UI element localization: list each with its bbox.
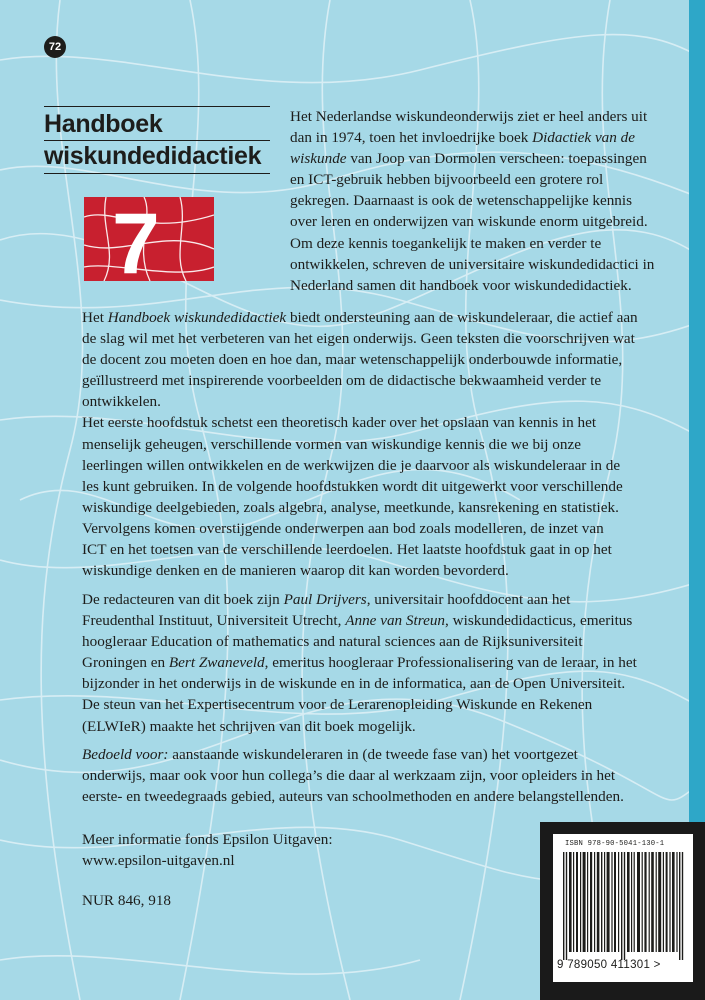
editors-line: hoogleraar Education of mathematics and natural sciences aan de Rijksuniversiteit: [82, 633, 583, 651]
title-middle-rule: [44, 140, 270, 141]
title-top-rule: [44, 106, 270, 107]
description-line: de slag wil met het verbeteren van het eigen onderwijs. Geen teksten die voorschrijven wat: [82, 330, 635, 348]
audience-line: onderwijs, maar ook voor hun collega’s die daar al werkzaam zijn, voor opleiders in het: [82, 767, 616, 785]
intro-line: wiskunde van Joop van Dormolen verscheen: toepassingen: [290, 150, 647, 168]
chapters-line: leerlingen willen ontwikkelen en de werkwijzen die je daarvoor als wiskundeleraar in de: [82, 456, 621, 474]
audience-paragraph: [82, 744, 682, 807]
intro-line: Nederland samen dit handboek voor wiskundedidactiek.: [290, 276, 632, 294]
editors-line: Freudenthal Instituut, Universiteit Utrecht, Anne van Streun, wiskundedidacticus, emeritus: [82, 612, 633, 630]
intro-line: dan in 1974, toen het invloedrijke boek Didactiek van de: [290, 129, 636, 147]
editors-line: Groningen en Bert Zwaneveld, emeritus hoogleraar Professionalisering van de leraar, in het: [82, 654, 637, 672]
chapters-line: wiskundige deelgebieden, zoals algebra, analyse, meetkunde, kansrekening en statistiek.: [82, 498, 619, 516]
chapters-line: wiskundige denken en de manieren waarop dit kan worden bevorderd.: [82, 562, 509, 580]
intro-line: en ICT-gebruik hebben bijvoorbeeld een grotere rol: [290, 171, 604, 189]
intro-line: gekregen. Daarnaast is ook de wetenschappelijke kennis: [290, 192, 633, 210]
editors-paragraph: [82, 589, 682, 737]
page-number: 72: [48, 41, 62, 53]
chapters-line: Vervolgens komen overstijgende onderwerpen aan bod zoals modelleren, de inzet van: [82, 519, 604, 537]
title-bottom-rule: [44, 173, 270, 174]
isbn-label: ISBN 978-90-5041-130-1: [565, 840, 665, 848]
intro-line: Om deze kennis toegankelijk te maken en verder te: [290, 234, 602, 252]
intro-paragraph: [290, 106, 682, 296]
description-line: Het Handboek wiskundedidactiek biedt ondersteuning aan de wiskundeleraar, die actief aan: [82, 309, 638, 326]
chapters-line: les kunt gebruiken. In de volgende hoofdstukken wordt dit uitgewerkt voor verschillende: [82, 477, 623, 495]
editors-line: (ELWIeR) maakte het schrijven van dit boek mogelijk.: [82, 717, 416, 735]
audience-line: Bedoeld voor: aanstaande wiskundeleraren in (de tweede fase van) het voortgezet: [82, 746, 578, 763]
editors-line: bijzonder in het onderwijs in de wiskunde en in de informatica, aan de Open Universiteit.: [82, 675, 626, 693]
more-info-label: Meer informatie fonds Epsilon Uitgaven:: [82, 831, 333, 848]
intro-line: Het Nederlandse wiskundeonderwijs ziet er heel anders uit: [290, 108, 648, 125]
book-title-line-1: Handboek: [44, 110, 163, 138]
nur-line: NUR 846, 918: [82, 892, 172, 909]
editors-line: De steun van het Expertisecentrum voor de Lerarenopleiding Wiskunde en Rekenen: [82, 696, 593, 714]
description-line: de docent zou moeten doen en hoe dan, maar wetenschappelijk onderbouwde informatie,: [82, 351, 623, 369]
description-line: ontwikkelen.: [82, 393, 161, 411]
editors-line: De redacteuren van dit boek zijn Paul Drijvers, universitair hoofddocent aan het: [82, 591, 571, 608]
chapters-line: ICT en het toetsen van de verschillende leerdoelen. Het laatste hoofdstuk gaat in op het: [82, 541, 612, 559]
page-number-badge: [44, 36, 66, 58]
intro-line: ontwikkelen, schreven de universitaire wiskundedidactici in: [290, 255, 655, 273]
chapters-line: Het eerste hoofdstuk schetst een theoretisch kader over het opslaan van kennis in het: [82, 414, 597, 432]
description-line: geïllustreerd met inspirerende voorbeelden om de didactische bekwaamheid verder te: [82, 372, 602, 390]
barcode-icon: [563, 852, 687, 964]
audience-line: eerste- en tweedegraads gebied, auteurs van schoolmethoden en andere belangstellenden.: [82, 788, 624, 806]
intro-line: over leren en onderwijzen van wiskunde enorm uitgebreid.: [290, 213, 648, 231]
isbn-digits: 9 789050 411301 >: [557, 959, 661, 971]
book-title-line-2: wiskundedidactiek: [44, 142, 262, 170]
chapters-line: menselijk geheugen, verschillende vormen van wiskundige kennis die we bij onze: [82, 435, 581, 453]
logo-glyph: 7: [112, 197, 160, 281]
website-link[interactable]: www.epsilon-uitgaven.nl: [82, 852, 235, 870]
description-paragraph: [82, 307, 682, 581]
seven-logo-icon: [84, 197, 214, 281]
